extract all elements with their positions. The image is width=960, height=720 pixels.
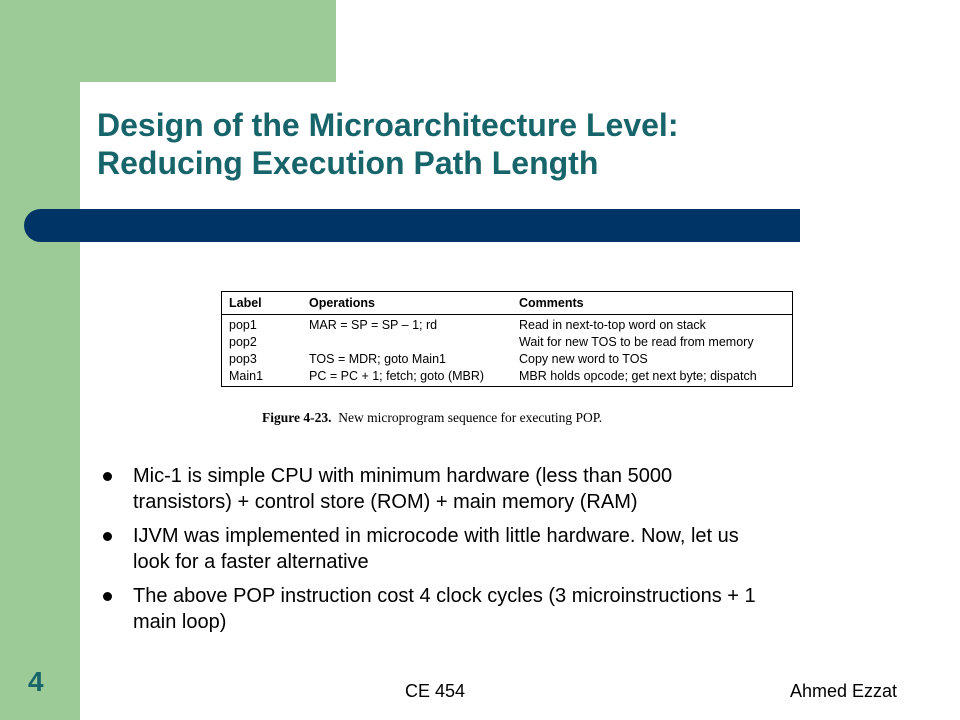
bullet-item bbox=[103, 523, 903, 575]
header-operations: Operations bbox=[309, 296, 375, 310]
title-underline-bar bbox=[24, 209, 800, 242]
table-row bbox=[222, 334, 792, 351]
bullet-text-line: transistors) + control store (ROM) + main memory (RAM) bbox=[133, 491, 638, 513]
table-row bbox=[222, 317, 792, 334]
table-row bbox=[222, 351, 792, 368]
slide-number: 4 bbox=[28, 666, 44, 697]
figure-caption-text: New microprogram sequence for executing POP. bbox=[338, 410, 603, 425]
row-label: pop3 bbox=[229, 352, 257, 366]
top-accent-block bbox=[0, 0, 336, 82]
row-comments: MBR holds opcode; get next byte; dispatch bbox=[519, 369, 757, 383]
row-label: pop1 bbox=[229, 318, 257, 332]
row-comments: Wait for new TOS to be read from memory bbox=[519, 335, 754, 349]
bullet-dot-icon bbox=[103, 592, 112, 601]
figure-caption bbox=[262, 410, 602, 426]
bullet-text-line: Mic-1 is simple CPU with minimum hardware (less than 5000 bbox=[133, 465, 673, 487]
header-label: Label bbox=[229, 296, 262, 310]
slide-title bbox=[97, 106, 897, 182]
slide-title-line-2: Reducing Execution Path Length bbox=[97, 145, 599, 181]
row-operations: MAR = SP = SP – 1; rd bbox=[309, 318, 438, 332]
microprogram-table bbox=[221, 291, 793, 387]
bullet-text-line: IJVM was implemented in microcode with little hardware. Now, let us bbox=[133, 525, 739, 547]
bullet-item bbox=[103, 463, 903, 515]
slide-title-line-1: Design of the Microarchitecture Level: bbox=[97, 107, 679, 143]
row-comments: Copy new word to TOS bbox=[519, 352, 648, 366]
header-comments: Comments bbox=[519, 296, 584, 310]
bullet-dot-icon bbox=[103, 532, 112, 541]
table-header-row bbox=[222, 292, 792, 315]
row-operations: PC = PC + 1; fetch; goto (MBR) bbox=[309, 369, 485, 383]
row-label: pop2 bbox=[229, 335, 257, 349]
bullet-list bbox=[103, 463, 903, 643]
footer-course: CE 454 bbox=[405, 681, 466, 701]
bullet-text-line: look for a faster alternative bbox=[133, 551, 369, 573]
row-operations: TOS = MDR; goto Main1 bbox=[309, 352, 446, 366]
bullet-item bbox=[103, 583, 903, 635]
footer-author: Ahmed Ezzat bbox=[790, 681, 898, 701]
row-comments: Read in next-to-top word on stack bbox=[519, 318, 706, 332]
bullet-text-line: main loop) bbox=[133, 611, 227, 633]
table-row bbox=[222, 368, 792, 385]
bullet-dot-icon bbox=[103, 472, 112, 481]
figure-caption-label: Figure 4-23. bbox=[262, 410, 332, 425]
bullet-text-line: The above POP instruction cost 4 clock cycles (3 microinstructions + 1 bbox=[133, 585, 756, 607]
left-accent-band bbox=[0, 0, 80, 720]
row-label: Main1 bbox=[229, 369, 264, 383]
